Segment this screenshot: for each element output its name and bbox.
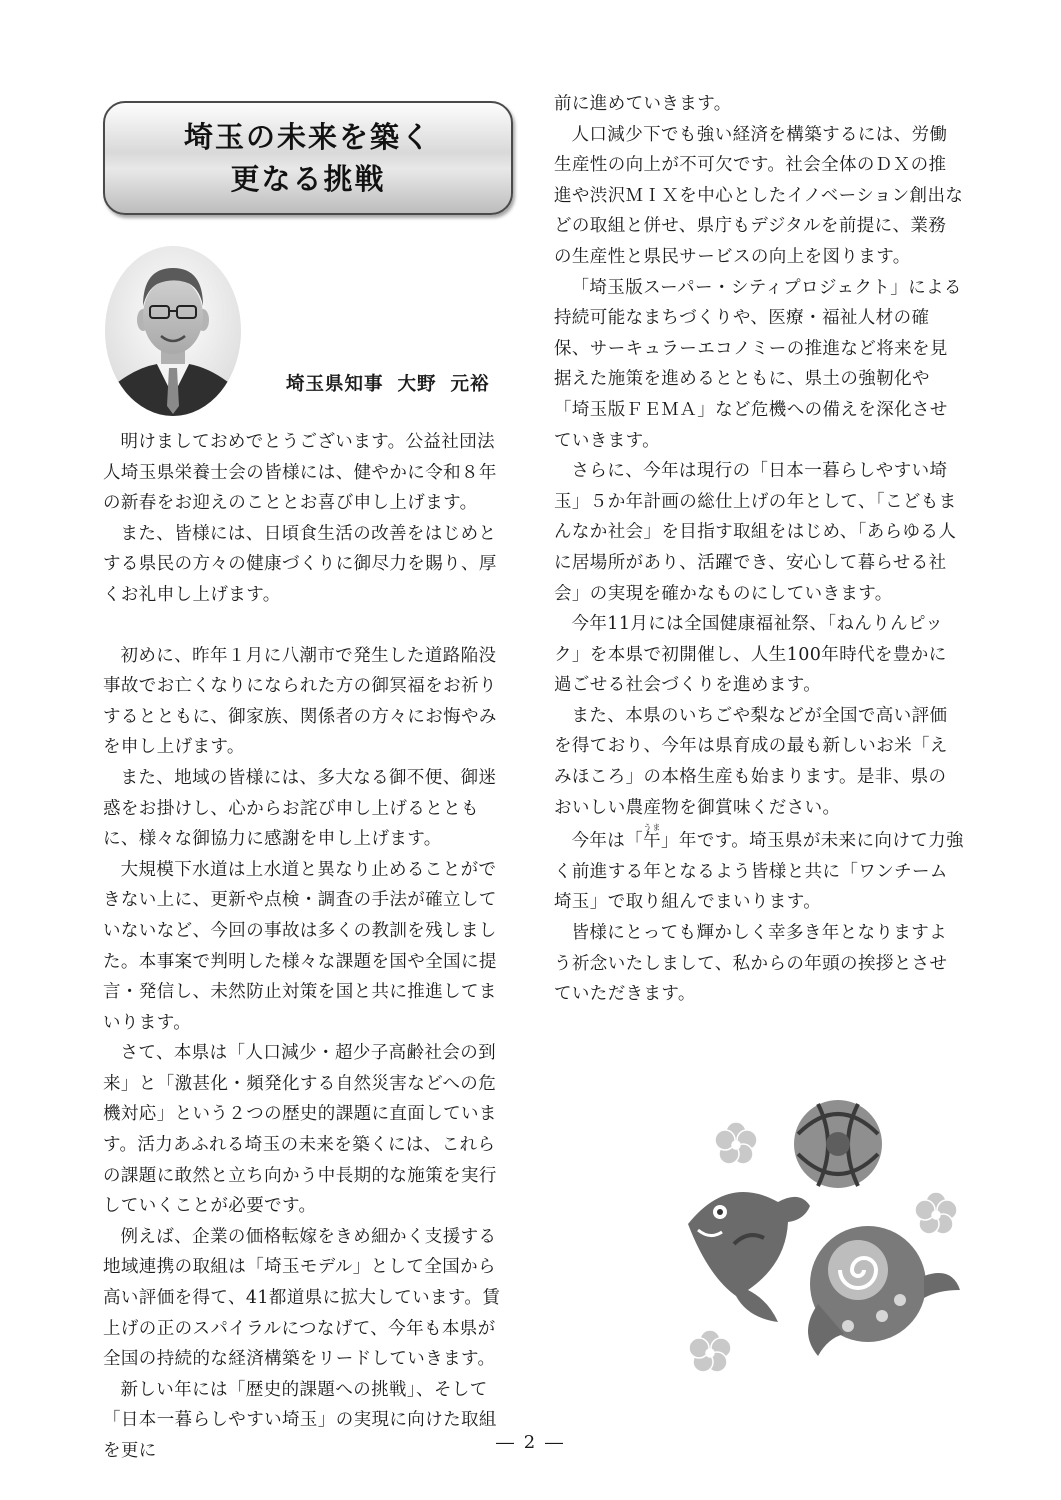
new-year-illustration [668, 1094, 968, 1394]
right-column [554, 89, 964, 1010]
paragraph-closing: 皆様にとっても輝かしく幸多き年となりますよう祈念いたしまして、私からの年頭の挨拶とさせていただきます。 [554, 923, 948, 1005]
author-role: 埼玉県知事 [286, 374, 384, 395]
paragraph-gap [103, 611, 511, 641]
governor-portrait-photo [105, 246, 241, 416]
uma-before: 今年は「 [571, 831, 644, 852]
spiral-candy-icon [808, 1226, 960, 1356]
left-column [103, 427, 511, 1467]
paragraph: 「埼玉版スーパー・シティプロジェクト」による持続可能なまちづくりや、医療・福祉人材の確保、サーキュラーエコノミーの推進など将来を見据えた施策を進めるとともに、県土の強靭化や「埼玉版ＦＥＭＡ」など危機への備えを深化させていきます。 [554, 277, 962, 451]
paragraph: 大規模下水道は上水道と異なり止めることができない上に、更新や点検・調査の手法が確立していないなど、今回の事故は多くの教訓を残しました。本事案で判明した様々な課題を国や全国に提言・発信し、未然防止対策を国と共に推進してまいります。 [103, 859, 497, 1033]
paragraph: さて、本県は「人口減少・超少子高齢社会の到来」と「激甚化・頻発化する自然災害などへの危機対応」という２つの歴史的課題に直面しています。活力あふれる埼玉の未来を築くには、これらの課題に敢然と立ち向かう中長期的な施策を実行していくことが必要です。 [103, 1043, 497, 1217]
paragraph: 例えば、企業の価格転嫁をきめ細かく支援する地域連携の取組は「埼玉モデル」として全国から高い評価を得て、41都道県に拡大しています。賃上げの正のスパイラルにつなげて、今年も本県が全国の持続的な経済構築をリードしていきます。 [103, 1226, 501, 1370]
paragraph: また、皆様には、日頃食生活の改善をはじめとする県民の方々の健康づくりに御尽力を賜り、厚くお礼申し上げます。 [103, 523, 497, 605]
title-box [103, 101, 513, 215]
plum-flower-icon [915, 1192, 957, 1234]
paragraph: また、本県のいちごや梨などが全国で高い評価を得ており、今年は県育成の最も新しいお米「えみほころ」の本格生産も始まります。是非、県のおいしい農産物を御賞味ください。 [554, 705, 948, 818]
paragraph: また、地域の皆様には、多大なる御不便、御迷惑をお掛けし、心からお詫び申し上げるとともに、様々な御協力に感謝を申し上げます。 [103, 767, 497, 850]
title-line-2: 更なる挑戦 [230, 162, 386, 196]
author-given-name: 元裕 [450, 374, 490, 395]
paragraph: 初めに、昨年１月に八潮市で発生した道路陥没事故でお亡くなりになられた方の御冥福をお祈りするとともに、御家族、関係者の方々にお悔やみを申し上げます。 [103, 645, 497, 758]
paragraph-continuation: 前に進めていきます。 [554, 94, 732, 114]
paragraph: 今年11月には全国健康福祉祭、「ねんりんピック」を本県で初開催し、人生100年時代を豊かに過ごせる社会づくりを進めます。 [554, 614, 947, 696]
paragraph: さらに、今年は現行の「日本一暮らしやすい埼玉」５か年計画の総仕上げの年として、「こどもまんなか社会」を目指す取組をはじめ、「あらゆる人に居場所があり、活躍でき、安心して暮らせる社会」の実現を確かなものにしていきます。 [554, 461, 957, 604]
uma-kanji: 午 [643, 831, 662, 852]
illustration-svg [668, 1094, 968, 1394]
page-number: ― 2 ― [496, 1432, 565, 1453]
uma-after: 」年です。埼玉県が未来に向けて力強く前進する年となるよう皆様と共に「ワンチーム埼玉」で取り組んでまいります。 [554, 831, 964, 913]
paragraph-uma [554, 823, 964, 918]
paragraph: 明けましておめでとうございます。公益社団法人埼玉県栄養士会の皆様には、健やかに令和８年の新春をお迎えのこととお喜び申し上げます。 [103, 432, 497, 514]
temari-ball-icon [794, 1100, 882, 1188]
uma-ruby [643, 823, 662, 852]
author-family-name: 大野 [397, 374, 437, 395]
portrait-svg [105, 246, 241, 416]
plum-flower-icon [689, 1330, 731, 1372]
paragraph: 人口減少下でも強い経済を構築するには、労働生産性の向上が不可欠です。社会全体のＤＸの推進や渋沢ＭＩＸを中心としたイノベーション創出などの取組と併せ、県庁もデジタルを前提に、業務の生産性と県民サービスの向上を図ります。 [554, 124, 964, 267]
title-line-1: 埼玉の未来を築く [183, 120, 432, 154]
sea-bream-icon [688, 1192, 810, 1322]
author-signature [286, 370, 490, 396]
plum-flower-icon [715, 1122, 757, 1164]
paragraph: 新しい年には「歴史的課題への挑戦」、そして「日本一暮らしやすい埼玉」の実現に向けた取組を更に [103, 1379, 497, 1461]
uma-reading: うま [643, 823, 661, 833]
